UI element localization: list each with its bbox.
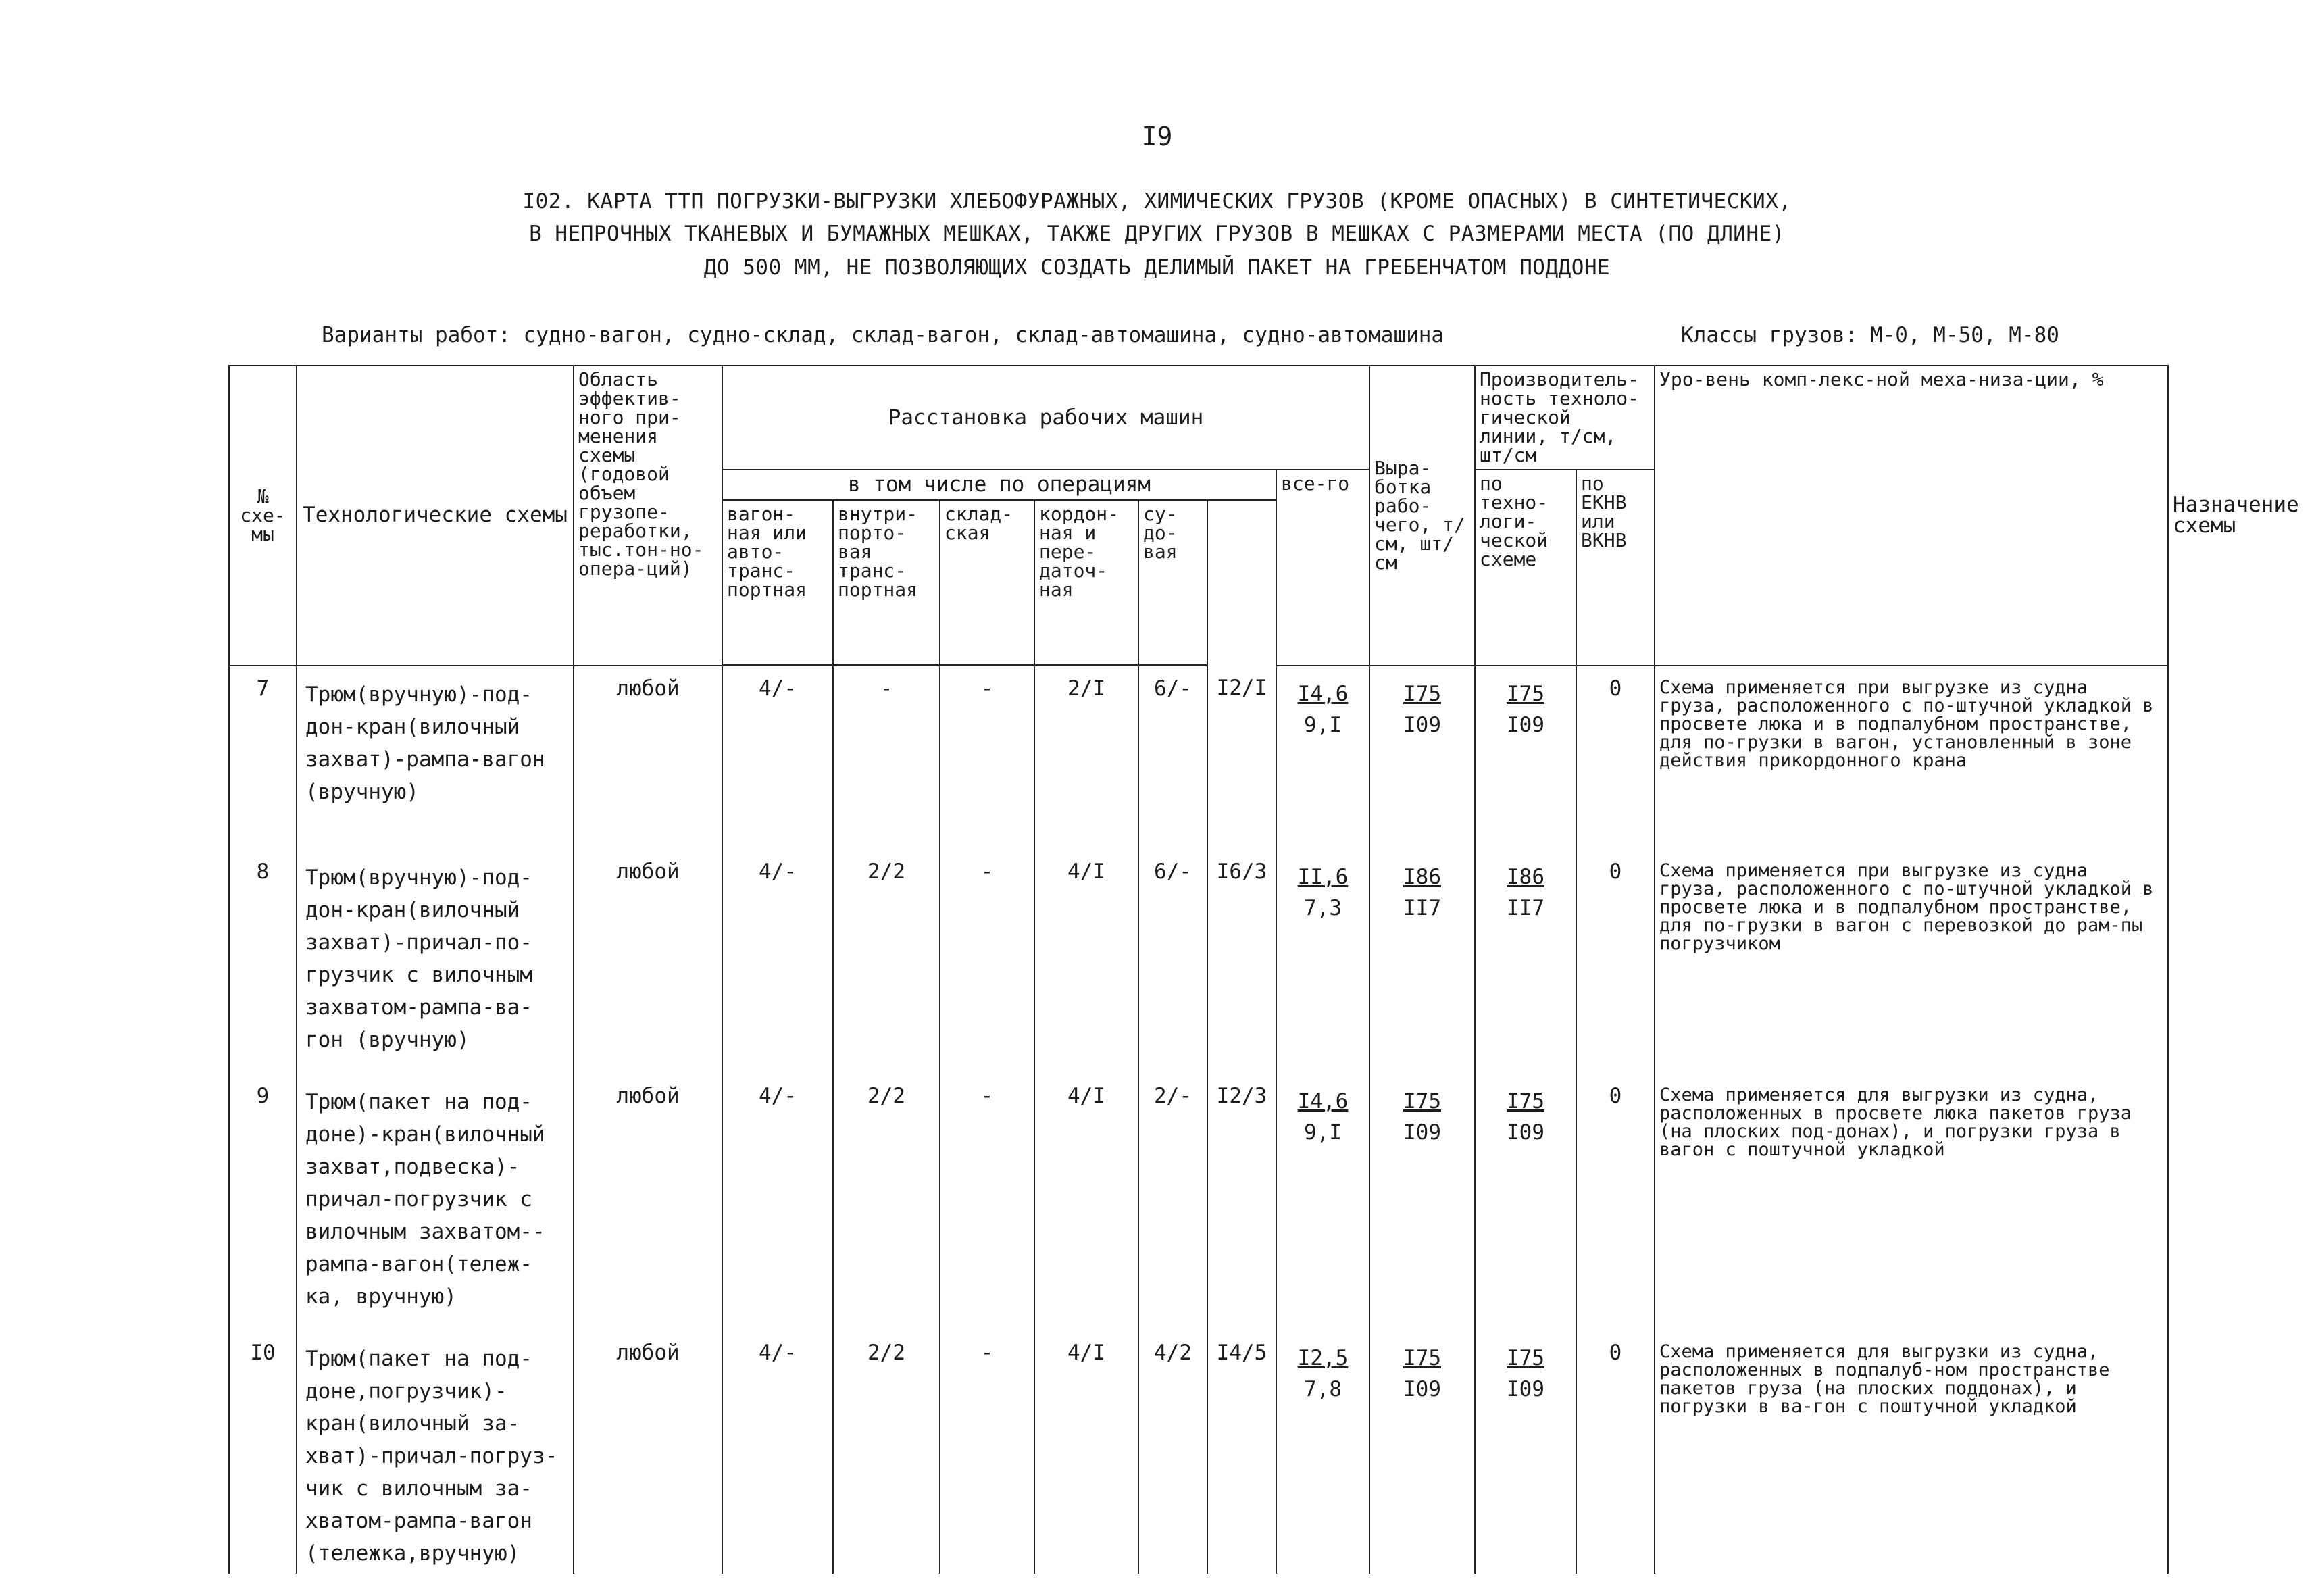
op-cordon-value: 4/I <box>1034 1074 1138 1330</box>
productivity-scheme-tons: I75 <box>1403 681 1441 706</box>
worker-output-tons: I2,5 <box>1297 1345 1349 1370</box>
scheme-purpose: Схема применяется при выгрузке из судна груза, расположенного с по-штучной укладкой в просвете люка и в подпалубном пространстве, для по-грузки в вагон с перевозкой до рам-пы погрузчиком <box>1655 849 2168 1074</box>
productivity-ekhnv-pieces: I09 <box>1507 713 1544 737</box>
header-by-operations: в том числе по операциям <box>722 470 1276 500</box>
worker-output <box>1276 849 1369 1074</box>
op-total-value: I4/5 <box>1207 1330 1276 1574</box>
productivity-by-scheme <box>1369 1330 1475 1574</box>
op-internal-value: - <box>833 666 940 849</box>
table-row <box>229 1330 2168 1574</box>
worker-output-tons: I4,6 <box>1297 1089 1349 1114</box>
header-tech-schemes: Технологические схемы <box>297 366 574 666</box>
productivity-by-ekhnv <box>1475 666 1576 849</box>
application-area: любой <box>574 1330 722 1574</box>
op-internal-value: 2/2 <box>833 1074 940 1330</box>
op-internal-value: 2/2 <box>833 1330 940 1574</box>
op-warehouse-value: - <box>940 666 1034 849</box>
productivity-scheme-tons: I75 <box>1403 1089 1441 1114</box>
title-line-2: В НЕПРОЧНЫХ ТКАНЕВЫХ И БУМАЖНЫХ МЕШКАХ, ТАКЖЕ ДРУГИХ ГРУЗОВ В МЕШКАХ С РАЗМЕРАМИ МЕСТА (ПО ДЛИНЕ) <box>529 222 1785 246</box>
table-row <box>229 1074 2168 1330</box>
op-cordon-value: 2/I <box>1034 666 1138 849</box>
header-scheme-number: № схе-мы <box>229 366 297 666</box>
scheme-purpose: Схема применяется для выгрузки из судна, расположенных в подпалуб-ном пространстве пакетов груза (на плоских поддонах), и погрузки в ва-гон с поштучной укладкой <box>1655 1330 2168 1574</box>
application-area: любой <box>574 666 722 849</box>
worker-output <box>1276 1330 1369 1574</box>
table-row <box>229 666 2168 849</box>
header-op-total: все-го <box>1276 470 1369 666</box>
scheme-description: Трюм(пакет на под-доне,погрузчик)-кран(вилочный за-хват)-причал-погруз-чик с вилочным за-хватом-рампа-вагон (тележка,вручную) <box>297 1330 574 1574</box>
application-area: любой <box>574 849 722 1074</box>
header-mechanization-level: Уро-вень комп-лекс-ной меха-низа-ции, % <box>1655 366 2168 666</box>
op-wagon-value: 4/- <box>722 1330 833 1574</box>
op-cordon-value: 4/I <box>1034 1330 1138 1574</box>
op-ship-value: 2/- <box>1138 1074 1207 1330</box>
process-map-table <box>228 365 2299 1574</box>
scheme-purpose: Схема применяется при выгрузке из судна груза, расположенного с по-штучной укладкой в просвете люка и в подпалубном пространстве, для по-грузки в вагон, установленный в зоне действия прикордонного крана <box>1655 666 2168 849</box>
productivity-by-ekhnv <box>1475 1330 1576 1574</box>
productivity-by-scheme <box>1369 849 1475 1074</box>
application-area: любой <box>574 1074 722 1330</box>
op-warehouse-value: - <box>940 849 1034 1074</box>
productivity-ekhnv-tons: I86 <box>1507 864 1544 889</box>
worker-output-pieces: 9,I <box>1304 713 1342 737</box>
op-total-value: I2/3 <box>1207 1074 1276 1330</box>
worker-output-pieces: 7,8 <box>1304 1377 1342 1401</box>
op-wagon-value: 4/- <box>722 666 833 849</box>
mechanization-level: 0 <box>1576 849 1655 1074</box>
title-line-3: ДО 500 ММ, НЕ ПОЗВОЛЯЮЩИХ СОЗДАТЬ ДЕЛИМЫЙ ПАКЕТ НА ГРЕБЕНЧАТОМ ПОДДОНЕ <box>703 255 1611 280</box>
worker-output <box>1276 1074 1369 1330</box>
op-internal-value: 2/2 <box>833 849 940 1074</box>
productivity-ekhnv-pieces: I09 <box>1507 1377 1544 1401</box>
productivity-by-scheme <box>1369 1074 1475 1330</box>
header-worker-output: Выра-ботка рабо-чего, т/см, шт/см <box>1369 366 1475 666</box>
scheme-number: 8 <box>229 849 297 1074</box>
op-warehouse-value: - <box>940 1074 1034 1330</box>
op-wagon-value: 4/- <box>722 1074 833 1330</box>
productivity-by-scheme <box>1369 666 1475 849</box>
productivity-scheme-pieces: I09 <box>1403 1377 1441 1401</box>
productivity-scheme-pieces: I09 <box>1403 1120 1441 1145</box>
productivity-by-ekhnv <box>1475 1074 1576 1330</box>
worker-output-pieces: 9,I <box>1304 1120 1342 1145</box>
mechanization-level: 0 <box>1576 1074 1655 1330</box>
table-row <box>229 849 2168 1074</box>
mechanization-level: 0 <box>1576 1330 1655 1574</box>
scheme-number: 7 <box>229 666 297 849</box>
scheme-number: I0 <box>229 1330 297 1574</box>
productivity-ekhnv-tons: I75 <box>1507 681 1544 706</box>
page-number: I9 <box>1141 122 1173 151</box>
op-wagon-value: 4/- <box>722 849 833 1074</box>
header-op-internal: внутри-порто-вая транс-портная <box>833 500 940 666</box>
header-op-wagon: вагон-ная или авто-транс-портная <box>722 500 833 666</box>
op-ship-value: 4/2 <box>1138 1330 1207 1574</box>
scheme-description: Трюм(вручную)-под-дон-кран(вилочный захват)-причал-по-грузчик с вилочным захватом-рампа-ва-гон (вручную) <box>297 849 574 1074</box>
table-header: № схе-мы Технологические схемы Область эффектив-ного при-менения схемы (годовой объем грузопе-реработки, тыс.тон-но-опера-ций) Расстановка рабочих машин Выра-ботка рабо-чего, т/см, шт/см Производитель-ность техноло-гической линии, т/см, шт/см Уро-вень комп-лекс-ной меха-низа-ции, % Назначение схемы в том числе по операциям все-го по техно-логи-ческой схеме по ЕКНВ или ВКНВ вагон-ная или авто-транс-портная внутри-порто-вая транс-портная склад-ская кордон-ная и пере-даточ-ная су-до-вая <box>229 366 2168 666</box>
scheme-description: Трюм(пакет на под-доне)-кран(вилочный захват,подвеска)-причал-погрузчик с вилочным захватом--рампа-вагон(тележ-ка, вручную) <box>297 1074 574 1330</box>
productivity-scheme-pieces: II7 <box>1403 896 1441 920</box>
op-ship-value: 6/- <box>1138 849 1207 1074</box>
scheme-number: 9 <box>229 1074 297 1330</box>
header-application-area: Область эффектив-ного при-менения схемы (годовой объем грузопе-реработки, тыс.тон-но-опера-ций) <box>574 366 722 666</box>
header-machine-placement: Расстановка рабочих машин <box>722 366 1369 470</box>
productivity-scheme-tons: I75 <box>1403 1345 1441 1370</box>
op-warehouse-value: - <box>940 1330 1034 1574</box>
work-variants: Варианты работ: судно-вагон, судно-склад, склад-вагон, склад-автомашина, судно-автомашина <box>322 323 1444 347</box>
header-prod-by-ekhnv: по ЕКНВ или ВКНВ <box>1576 470 1655 666</box>
op-total-value: I2/I <box>1207 666 1276 849</box>
op-ship-value: 6/- <box>1138 666 1207 849</box>
productivity-ekhnv-pieces: II7 <box>1507 896 1544 920</box>
op-total-value: I6/3 <box>1207 849 1276 1074</box>
scheme-purpose: Схема применяется для выгрузки из судна, расположенных в просвете люка пакетов груза (на плоских под-донах), и погрузки груза в вагон с поштучной укладкой <box>1655 1074 2168 1330</box>
productivity-by-ekhnv <box>1475 849 1576 1074</box>
productivity-ekhnv-pieces: I09 <box>1507 1120 1544 1145</box>
worker-output-pieces: 7,3 <box>1304 896 1342 920</box>
op-cordon-value: 4/I <box>1034 849 1138 1074</box>
worker-output <box>1276 666 1369 849</box>
worker-output-tons: II,6 <box>1297 864 1349 889</box>
header-op-cordon: кордон-ная и пере-даточ-ная <box>1034 500 1138 666</box>
header-op-warehouse: склад-ская <box>940 500 1034 666</box>
worker-output-tons: I4,6 <box>1297 681 1349 706</box>
productivity-scheme-tons: I86 <box>1403 864 1441 889</box>
mechanization-level: 0 <box>1576 666 1655 849</box>
header-prod-by-scheme: по техно-логи-ческой схеме <box>1475 470 1576 666</box>
header-line-productivity: Производитель-ность техноло-гической линии, т/см, шт/см <box>1475 366 1655 470</box>
title-line-1: I02. КАРТА ТТП ПОГРУЗКИ-ВЫГРУЗКИ ХЛЕБОФУРАЖНЫХ, ХИМИЧЕСКИХ ГРУЗОВ (КРОМЕ ОПАСНЫХ) В СИНТЕТИЧЕСКИХ, <box>522 189 1792 214</box>
productivity-ekhnv-tons: I75 <box>1507 1345 1544 1370</box>
productivity-scheme-pieces: I09 <box>1403 713 1441 737</box>
header-op-ship: су-до-вая <box>1138 500 1207 666</box>
cargo-classes: Классы грузов: М-0, М-50, М-80 <box>1681 323 2059 347</box>
scheme-description: Трюм(вручную)-под-дон-кран(вилочный захват)-рампа-вагон (вручную) <box>297 666 574 849</box>
productivity-ekhnv-tons: I75 <box>1507 1089 1544 1114</box>
